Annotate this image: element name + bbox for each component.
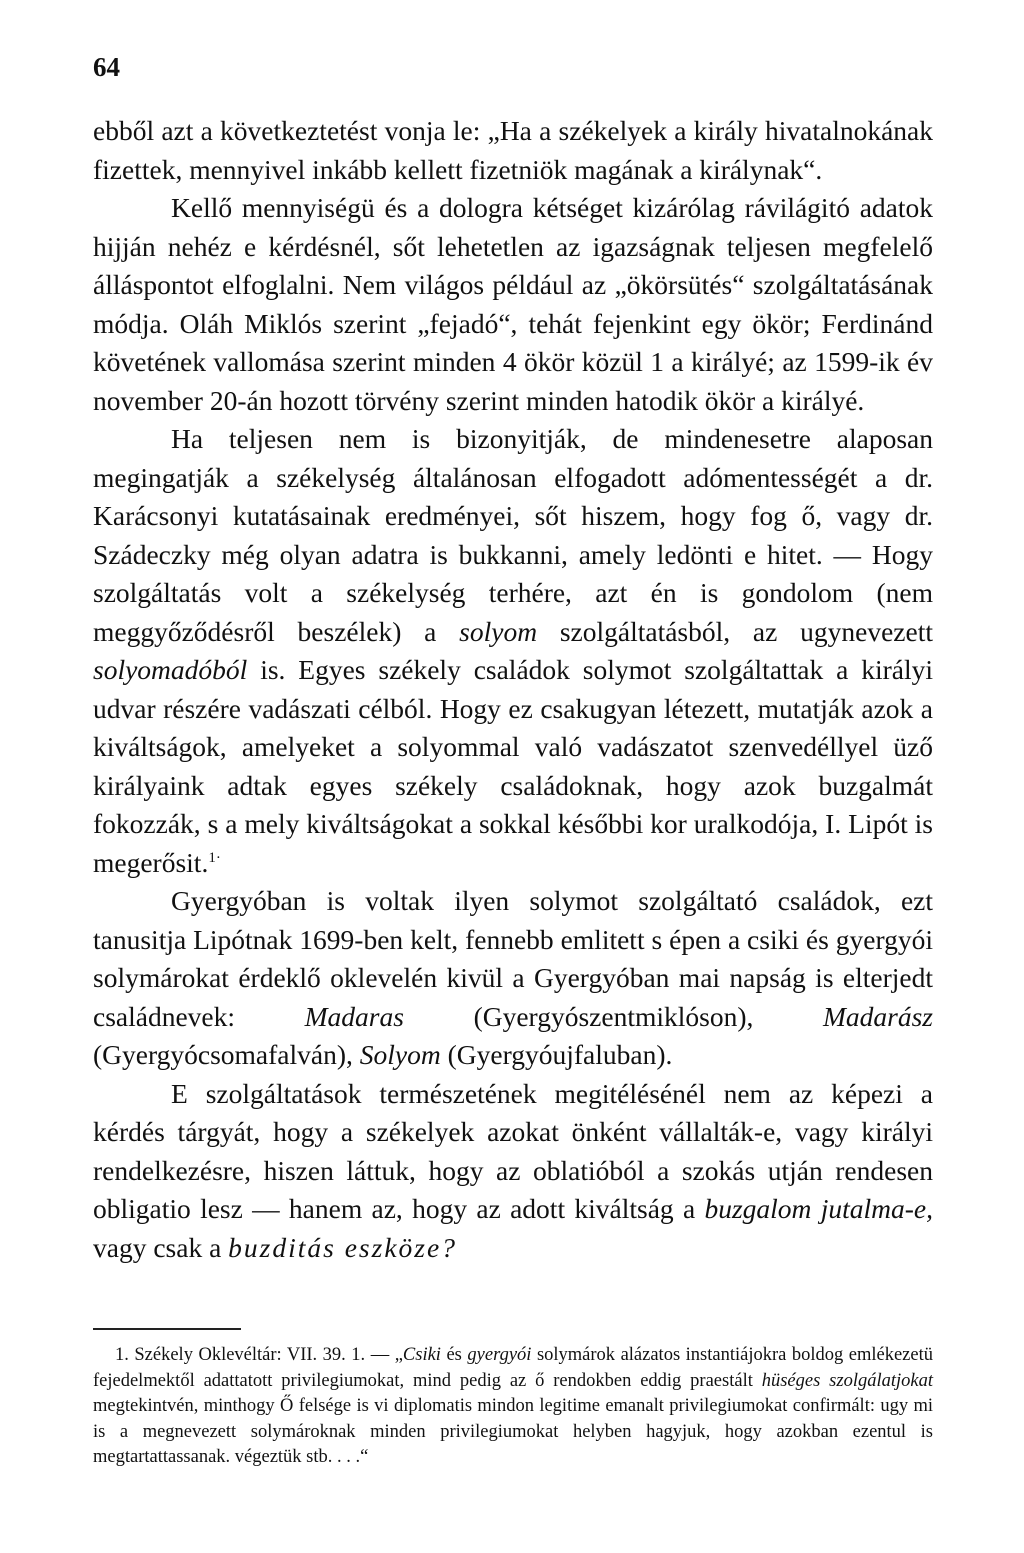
text-segment: Madaras <box>304 1000 404 1032</box>
text-segment: buzgalom jutalma-e, <box>704 1193 933 1224</box>
footnote-segment: és <box>440 1345 468 1365</box>
text-segment: Ha teljesen nem is bizonyitják, de mindenesetre alaposan megingatják a székelység általánosan elfogadott adómentességét a dr. Karácsonyi kutatásainak eredményei, sőt hiszem, hogy fog ő, vagy dr. Szádeczky még olyan adatra is bukkanni, amely ledönti e hitet. — Hogy szolgáltatás volt a székelység terhére, azt én is gondolom (nem meggyőződésről beszélek) a <box>93 423 933 647</box>
text-segment: E szolgáltatások természetének megitélésénél nem az képezi a kérdés tárgyát, hogy a székelyek azokat önként vállalták-e, vagy királyi rendelkezésre, hiszen láttuk, hogy az oblatióból a szokás utján rendesen obligatio lesz — hanem az, hogy az adott kiváltság a <box>93 1077 933 1224</box>
text-segment: Solyom <box>359 1039 441 1070</box>
footnote-1 <box>93 1343 933 1471</box>
text-segment: vagy csak a <box>93 1231 229 1263</box>
text-segment: (Gyergyócsomafalván), <box>93 1039 360 1070</box>
footnote-segment: 1. Székely Oklevéltár: VII. 39. 1. — „ <box>115 1345 403 1365</box>
text-segment: is. Egyes székely családok solymot szolgáltattak a királyi udvar részére vadászati célból. Hogy ez csakugyan létezett, mutatják azok a kiváltságok, amelyeket a solyommal való vadászatot szenvedéllyel üző királyaink adtak egyes székely családoknak, hogy azok buzgalmát fokozzák, s a mely kiváltságokat a sokkal későbbi kor uralkodója, I. Lipót is megerősit. <box>93 654 933 878</box>
paragraph-3 <box>93 420 933 882</box>
paragraph-4 <box>93 882 933 1075</box>
paragraph-1 <box>93 112 933 189</box>
text-segment: (Gyergyóujfaluban). <box>440 1039 673 1070</box>
text-segment: 1· <box>208 849 221 866</box>
footnote-segment: hüséges szolgálatjokat <box>761 1370 933 1391</box>
page-number: 64 <box>93 52 120 82</box>
footnote-segment: gyergyói <box>467 1345 532 1365</box>
footnote-segment: solymárok alázatos instantiájokra boldog emlékezetü fejedelmektől adattatott privilegiumokat, mind pedig az ő rendokben eddig praestált <box>93 1345 933 1391</box>
paragraph-2 <box>93 189 933 420</box>
body-text <box>93 112 933 1267</box>
text-segment: ebből azt a következtetést vonja le: „Ha a székelyek a király hivatalnokának fizettek, mennyivel inkább kellett fizetniök magának a királynak“. <box>93 115 933 185</box>
text-segment: Gyergyóban is voltak ilyen solymot szolgáltató családok, ezt tanusitja Lipótnak 1699-ben kelt, fennebb emlitett s épen a csiki és gyergyói solymárokat érdeklő oklevelén kivül a Gyergyóban mai napság is elterjedt családnevek: <box>93 885 933 1032</box>
text-segment: buzditás eszköze? <box>228 1231 457 1263</box>
footnotes <box>93 1343 933 1471</box>
text-segment: (Gyergyószentmiklóson), <box>403 1000 823 1032</box>
footnote-segment: megtekintvén, minthogy Ő felsége is vi diplomatis mindon legitime emanalt privilegiumokat confirmált: ugy mi is a megnevezett solymároknak minden privilegiumokat helyben hagyjuk, hogy azokban ezentul is megtartattassanak. végeztük stb. . . .“ <box>93 1396 933 1467</box>
text-segment: solyom <box>459 615 538 647</box>
text-segment: solyomadóból <box>93 654 248 685</box>
footnote-segment: Csiki <box>402 1345 441 1365</box>
text-segment: szolgáltatásból, az ugynevezett <box>537 615 933 647</box>
paragraph-5 <box>93 1075 933 1268</box>
footnote-divider <box>93 1328 241 1330</box>
text-segment: Kellő mennyiségü és a dologra kétséget kizárólag rávilágitó adatok hijján nehéz e kérdésnél, sőt lehetetlen az igazságnak teljesen megfelelő álláspontot elfoglalni. Nem világos például az „ökörsütés“ szolgáltatásának módja. Oláh Miklós szerint „fejadó“, tehát fejenkint egy ökör; Ferdinánd követének vallomása szerint minden 4 ökör közül 1 a királyé; az 1599-ik év november 20-án hozott törvény szerint minden hatodik ökör a királyé. <box>93 192 933 416</box>
text-segment: Madarász <box>823 1000 934 1032</box>
